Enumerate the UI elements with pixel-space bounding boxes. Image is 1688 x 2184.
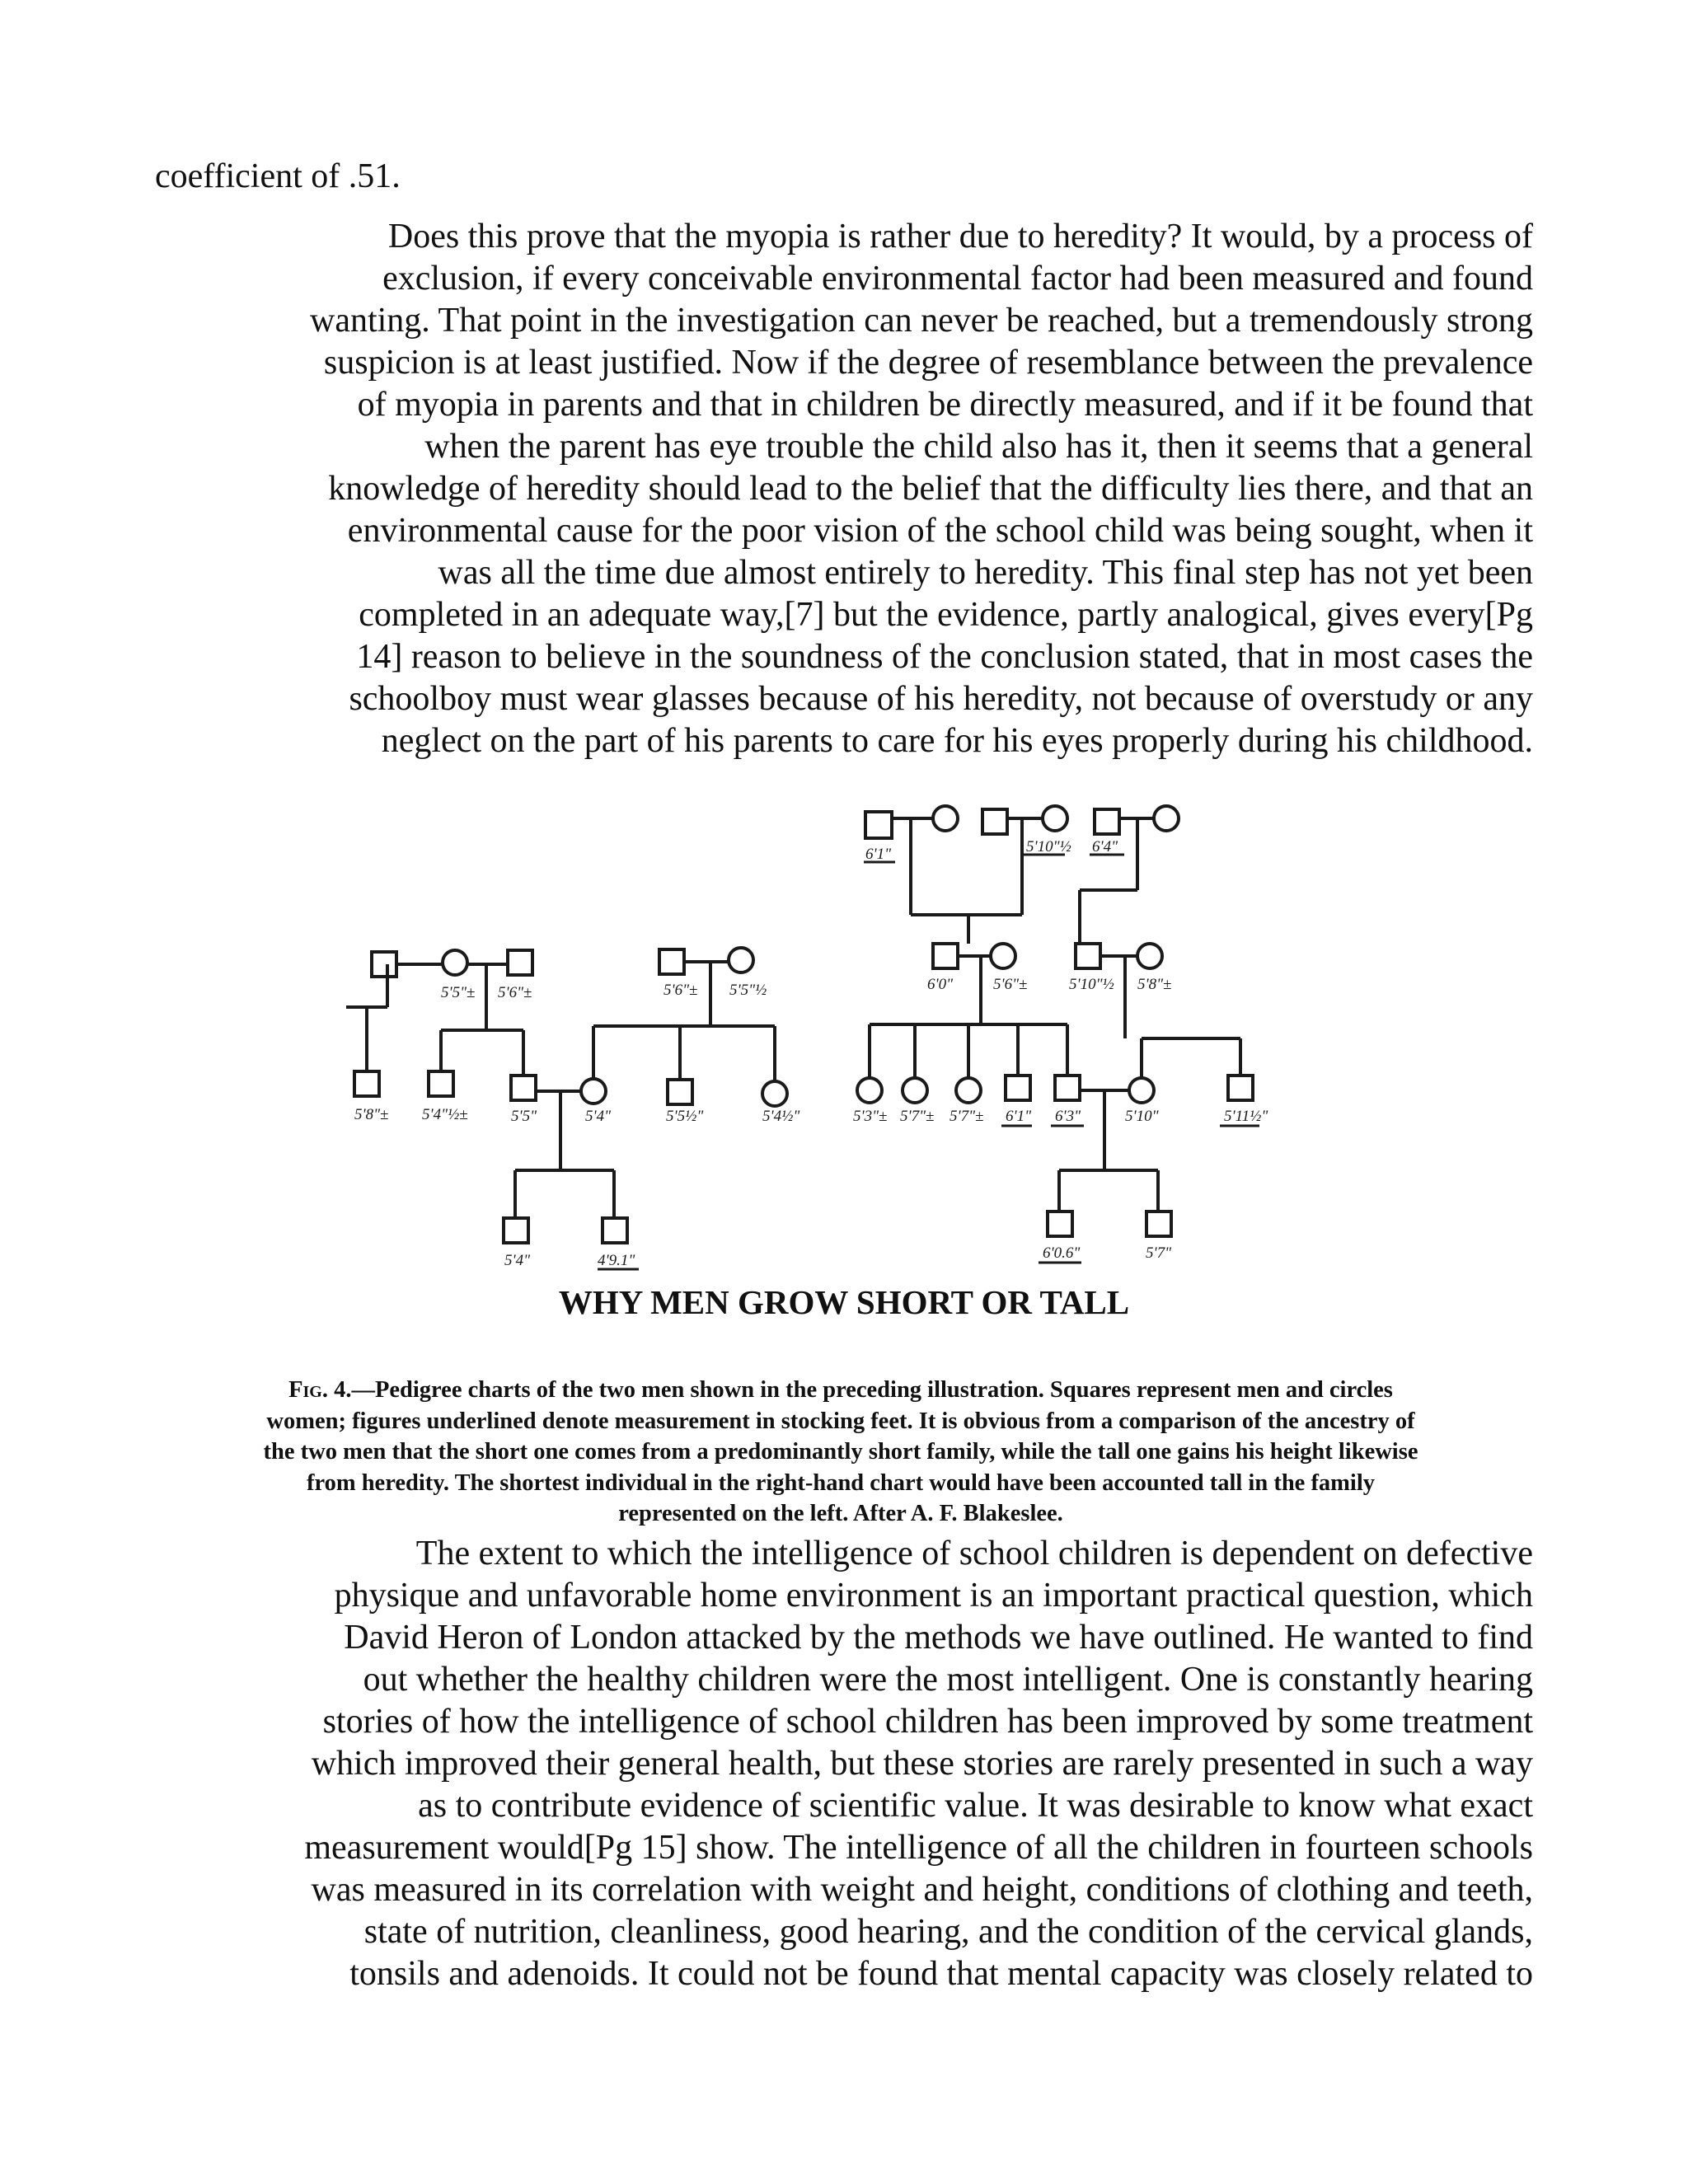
female-circle: [1154, 806, 1179, 831]
female-circle: [991, 944, 1015, 968]
height-label: 5'5½": [666, 1108, 704, 1125]
caption-line: the two men that the short one comes from a predominantly short family, while the tall one gains his height likewise: [263, 1439, 1418, 1465]
text-line: wanting. That point in the investigation can never be reached, but a tremendously strong: [310, 302, 1533, 340]
height-label: 6'1": [865, 846, 892, 863]
height-label: 5'5": [511, 1108, 537, 1125]
male-square: [1055, 1076, 1080, 1100]
text-line: schoolboy must wear glasses because of his heredity, not because of overstudy or any: [349, 680, 1533, 718]
text-line: knowledge of heredity should lead to the belief that the difficulty lies there, and that an: [328, 470, 1533, 508]
height-label: 6'0.6": [1043, 1244, 1081, 1262]
height-label: 5'7"±: [900, 1108, 935, 1125]
height-label: 6'3": [1055, 1108, 1081, 1125]
text-line: tonsils and adenoids. It could not be found that mental capacity was closely related to: [349, 1955, 1533, 1993]
text-line: stories of how the intelligence of school children has been improved by some treatment: [322, 1703, 1533, 1741]
male-square: [1146, 1212, 1171, 1236]
male-square: [1006, 1076, 1030, 1100]
height-label: 6'4": [1092, 838, 1118, 855]
male-square: [508, 950, 532, 975]
caption-text: —Pedigree charts of the two men shown in the preceding illustration. Squares represent men and circles: [351, 1377, 1393, 1403]
height-label: 5'4": [585, 1108, 612, 1125]
height-label: 5'4": [504, 1252, 531, 1269]
figure-title: WHY MEN GROW SHORT OR TALL: [558, 1283, 1130, 1321]
height-label: 5'7": [1146, 1244, 1172, 1262]
caption-line: represented on the left. After A. F. Blakeslee.: [618, 1501, 1063, 1526]
female-circle: [762, 1081, 787, 1106]
height-label: 5'6"±: [993, 976, 1028, 993]
male-square: [511, 1076, 536, 1100]
height-label: 5'5"±: [441, 984, 476, 1001]
text-line: suspicion is at least justified. Now if the degree of resemblance between the prevalence: [323, 344, 1533, 382]
text-line: Does this prove that the myopia is rather due to heredity? It would, by a process of: [387, 218, 1533, 255]
height-label: 5'10": [1125, 1108, 1159, 1125]
text-line: out whether the healthy children were the most intelligent. One is constantly hearing: [363, 1661, 1533, 1699]
height-label: 5'4"½±: [422, 1106, 468, 1123]
male-square: [429, 1071, 453, 1096]
female-circle: [1129, 1078, 1154, 1103]
text-line: when the parent has eye trouble the child also has it, then it seems that a general: [424, 428, 1533, 466]
height-label: 5'6"±: [498, 984, 532, 1001]
pedigree-charts: [313, 791, 1376, 1286]
female-circle: [933, 806, 958, 831]
text-line: of myopia in parents and that in children be directly measured, and if it be found that: [357, 386, 1533, 424]
pedigree-figure: [313, 791, 1376, 1286]
male-square: [1076, 944, 1100, 968]
text-line: state of nutrition, cleanliness, good hearing, and the condition of the cervical glands,: [363, 1913, 1533, 1951]
male-square: [372, 952, 396, 977]
height-label: 5'11½": [1224, 1108, 1268, 1125]
female-circle: [1137, 944, 1162, 968]
text-line: completed in an adequate way,[7] but the evidence, partly analogical, gives every[Pg: [359, 596, 1533, 634]
height-label: 6'1": [1006, 1108, 1032, 1125]
male-square: [1048, 1212, 1072, 1236]
female-circle: [443, 950, 467, 975]
male-square: [1095, 809, 1119, 834]
male-square: [865, 812, 892, 838]
female-circle: [1043, 806, 1067, 831]
male-square: [354, 1071, 379, 1096]
figure-caption: [148, 1375, 1533, 1530]
male-square: [603, 1218, 627, 1243]
female-circle: [857, 1078, 882, 1103]
height-label: 5'4½": [762, 1108, 800, 1125]
text-line: The extent to which the intelligence of school children is dependent on defective: [415, 1535, 1533, 1572]
female-circle: [729, 948, 753, 972]
female-circle: [956, 1078, 981, 1103]
text-line: 14] reason to believe in the soundness of the conclusion stated, that in most cases the: [356, 638, 1533, 676]
height-label: 5'10"½: [1069, 976, 1114, 993]
text-line: was measured in its correlation with weight and height, conditions of clothing and teeth,: [311, 1871, 1533, 1909]
paragraph-myopia: [148, 216, 1533, 762]
male-square: [933, 944, 958, 968]
male-square: [1228, 1076, 1253, 1100]
caption-line: [148, 1375, 1533, 1406]
caption-line: from heredity. The shortest individual in the right-hand chart would have been accounted tall in the family: [306, 1469, 1376, 1496]
text-line: David Heron of London attacked by the methods we have outlined. He wanted to find: [344, 1619, 1533, 1657]
paragraph-intelligence: [148, 1533, 1533, 1995]
text-line: environmental cause for the poor vision of the school child was being sought, when it: [347, 512, 1533, 550]
male-square: [504, 1218, 528, 1243]
text-line: exclusion, if every conceivable environmental factor had been measured and found: [382, 260, 1533, 298]
text-line: was all the time due almost entirely to heredity. This final step has not yet been: [438, 554, 1533, 592]
caption-label: Fig. 4.: [288, 1377, 352, 1403]
height-label: 5'8"±: [354, 1106, 389, 1123]
height-label: 5'8"±: [1137, 976, 1172, 993]
female-circle: [903, 1078, 927, 1103]
opening-line: coefficient of .51.: [155, 157, 401, 195]
caption-line: women; figures underlined denote measurement in stocking feet. It is obvious from a comparison of the ancestry of: [266, 1408, 1415, 1434]
height-label: 5'7"±: [950, 1108, 984, 1125]
text-line: neglect on the part of his parents to care for his eyes properly during his childhood.: [381, 722, 1533, 760]
height-label: 5'10"½: [1026, 838, 1071, 855]
height-label: 6'0": [927, 976, 954, 993]
text-line: as to contribute evidence of scientific value. It was desirable to know what exact: [418, 1787, 1533, 1825]
text-line: measurement would[Pg 15] show. The intelligence of all the children in fourteen schools: [304, 1829, 1533, 1867]
height-label: 5'5"½: [729, 982, 767, 999]
height-label: 5'6"±: [663, 982, 698, 999]
text-line: physique and unfavorable home environment is an important practical question, which: [334, 1577, 1533, 1615]
male-square: [659, 949, 684, 974]
text-line: which improved their general health, but these stories are rarely presented in such a way: [311, 1745, 1533, 1783]
female-circle: [581, 1079, 606, 1104]
height-label: 4'9.1": [598, 1252, 635, 1269]
height-label: 5'3"±: [853, 1108, 888, 1125]
male-square: [982, 809, 1007, 834]
male-square: [668, 1080, 692, 1104]
